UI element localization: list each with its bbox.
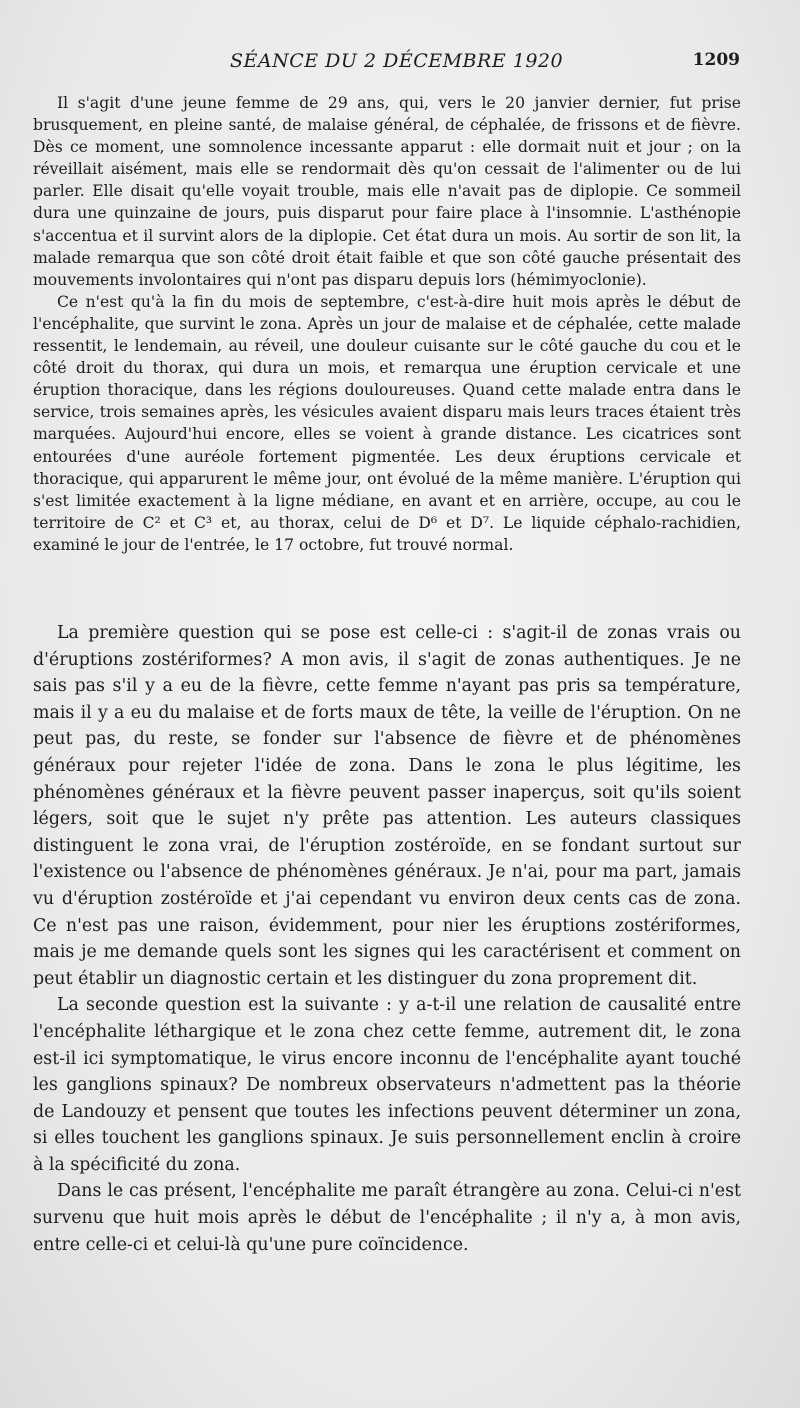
- discussion-section: [33, 620, 741, 1258]
- running-title: SÉANCE DU 2 DÉCEMBRE 1920: [230, 50, 564, 72]
- paragraph: La première question qui se pose est celle-ci : s'agit-il de zonas vrais ou d'éruptions zostériformes? A mon avis, il s'agit de zonas authentiques. Je ne sais pas s'il y a eu de la fièvre, cette femme n'ayant pas pris sa température, mais il y a eu du malaise et de forts maux de tête, la veille de l'éruption. On ne peut pas, du reste, se fonder sur l'absence de fièvre et de phénomènes généraux pour rejeter l'idée de zona. Dans le zona le plus légitime, les phénomènes généraux et la fièvre peuvent passer inaperçus, soit qu'ils soient légers, soit que le sujet n'y prête pas attention. Les auteurs classiques distinguent le zona vrai, de l'éruption zostéroïde, en se fondant surtout sur l'existence ou l'absence de phénomènes généraux. Je n'ai, pour ma part, jamais vu d'éruption zostéroïde et j'ai cependant vu environ deux cents cas de zona. Ce n'est pas une raison, évidemment, pour nier les éruptions zostériformes, mais je me demande quels sont les signes qui les caractérisent et comment on peut établir un diagnostic certain et les distinguer du zona proprement dit.: [33, 623, 741, 989]
- paragraph: Ce n'est qu'à la fin du mois de septembre, c'est-à-dire huit mois après le début de l'encéphalite, que survint le zona. Après un jour de malaise et de céphalée, cette malade ressentit, le lendemain, au réveil, une douleur cuisante sur le côté gauche du cou et le côté droit du thorax, qui dura un mois, et remarqua une éruption cervicale et une éruption thoracique, dans les régions douloureuses. Quand cette malade entra dans le service, trois semaines après, les vésicules avaient disparu mais leurs traces étaient très marquées. Aujourd'hui encore, elles se voient à grande distance. Les cicatrices sont entourées d'une auréole fortement pigmentée. Les deux éruptions cervicale et thoracique, qui apparurent le même jour, ont évolué de la même manière. L'éruption qui s'est limitée exactement à la ligne médiane, en avant et en arrière, occupe, au cou le territoire de C² et C³ et, au thorax, celui de D⁶ et D⁷. Le liquide céphalo-rachidien, examiné le jour de l'entrée, le 17 octobre, fut trouvé normal.: [33, 292, 741, 554]
- paragraph: Il s'agit d'une jeune femme de 29 ans, qui, vers le 20 janvier dernier, fut prise brusquement, en pleine santé, de malaise général, de céphalée, de frissons et de fièvre. Dès ce moment, une somnolence incessante apparut : elle dormait nuit et jour ; on la réveillait aisément, mais elle se rendormait dès qu'on cessait de l'alimenter ou de lui parler. Elle disait qu'elle voyait trouble, mais elle n'avait pas de diplopie. Ce sommeil dura une quinzaine de jours, puis disparut pour faire place à l'insomnie. L'asthénopie s'accentua et il survint alors de la diplopie. Cet état dura un mois. Au sortir de son lit, la malade remarqua que son côté droit était faible et que son côté gauche présentait des mouvements involontaires qui n'ont pas disparu depuis lors (hémimyoclonie).: [33, 94, 741, 289]
- page-header: [40, 50, 750, 78]
- paragraph: La seconde question est la suivante : y a-t-il une relation de causalité entre l'encéphalite léthargique et le zona chez cette femme, autrement dit, le zona est-il ici symptomatique, le virus encore inconnu de l'encéphalite ayant touché les ganglions spinaux? De nombreux observateurs n'admettent pas la théorie de Landouzy et pensent que toutes les infections peuvent déterminer un zona, si elles touchent les ganglions spinaux. Je suis personnellement enclin à croire à la spécificité du zona.: [33, 995, 741, 1175]
- paragraph: Dans le cas présent, l'encéphalite me paraît étrangère au zona. Celui-ci n'est survenu que huit mois après le début de l'encéphalite ; il n'y a, à mon avis, entre celle-ci et celui-là qu'une pure coïncidence.: [33, 1181, 741, 1255]
- case-report-section: [33, 92, 741, 556]
- page-number: 1209: [692, 50, 740, 70]
